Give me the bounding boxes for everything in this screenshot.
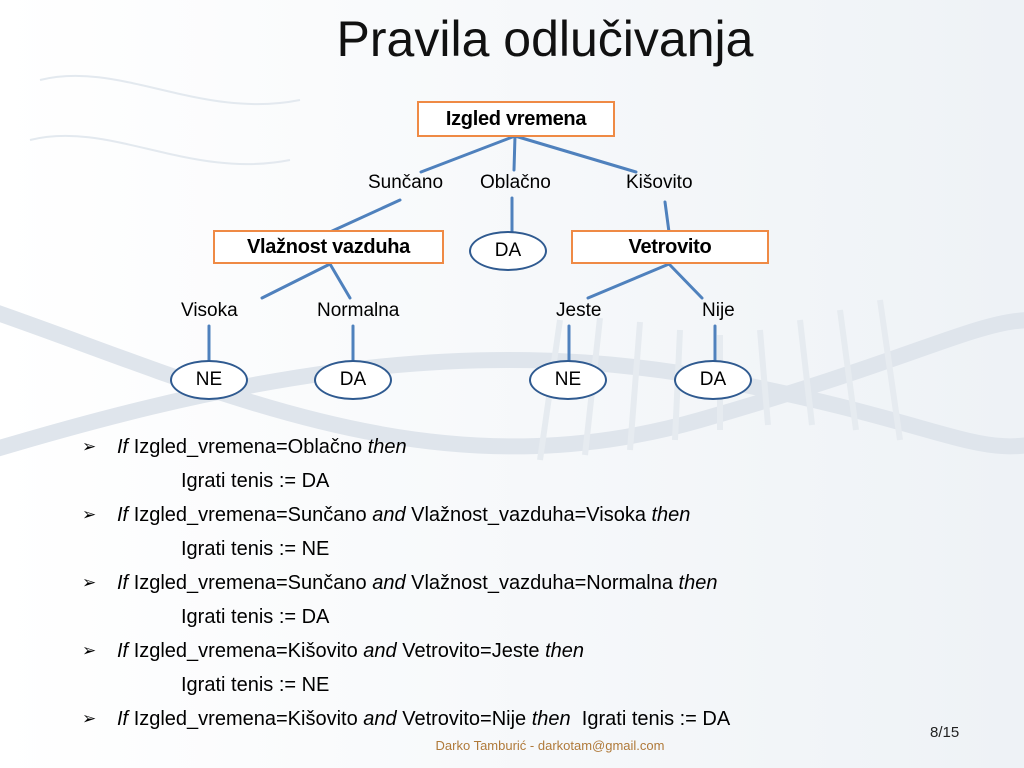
leaf-rainy-yes: NE [529, 360, 607, 400]
edge-sunny-humidity [330, 200, 400, 232]
arrow-bullet-icon: ➢ [82, 505, 97, 525]
then-keyword: then [367, 436, 407, 458]
edge-humidity-normal [330, 264, 350, 298]
branch-label-high: Visoka [181, 300, 238, 321]
rule-action: Igrati tenis := NE [181, 538, 330, 560]
condition: Vetrovito=Jeste [402, 640, 540, 662]
if-keyword: If [117, 708, 129, 730]
rule-action: Igrati tenis := DA [581, 708, 731, 730]
if-keyword: If [117, 504, 129, 526]
if-keyword: If [117, 436, 129, 458]
branch-label-cloudy: Oblačno [480, 172, 551, 193]
leaf-sunny-normal: DA [314, 360, 392, 400]
edge-rainy-windy [665, 202, 669, 232]
rule-action: Igrati tenis := DA [181, 470, 330, 492]
then-keyword: then [545, 640, 585, 662]
edge-root-sunny [421, 136, 515, 172]
condition: Izgled_vremena=Kišovito [133, 708, 358, 730]
rule-item [82, 634, 982, 702]
windy-node: Vetrovito [571, 230, 769, 264]
and-keyword: and [363, 708, 397, 730]
rule-item [82, 498, 982, 566]
edge-windy-no [669, 264, 702, 298]
rule-action: Igrati tenis := DA [181, 606, 330, 628]
condition: Vlažnost_vazduha=Normalna [411, 572, 673, 594]
arrow-bullet-icon: ➢ [82, 437, 97, 457]
condition: Izgled_vremena=Sunčano [133, 572, 367, 594]
and-keyword: and [372, 504, 406, 526]
arrow-bullet-icon: ➢ [82, 709, 97, 729]
condition: Vlažnost_vazduha=Visoka [411, 504, 646, 526]
footer-author: Darko Tamburić - darkotam@gmail.com [435, 738, 665, 753]
condition: Izgled_vremena=Oblačno [133, 436, 363, 458]
leaf-cloudy: DA [469, 231, 547, 271]
branch-label-normal: Normalna [317, 300, 400, 321]
leaf-sunny-high: NE [170, 360, 248, 400]
if-keyword: If [117, 640, 129, 662]
then-keyword: then [531, 708, 571, 730]
rule-item [82, 430, 982, 498]
branch-label-sunny: Sunčano [368, 172, 444, 193]
branch-label-yes: Jeste [556, 300, 602, 321]
edge-humidity-high [262, 264, 330, 298]
rule-item [82, 566, 982, 634]
branch-label-no: Nije [702, 300, 735, 321]
condition: Vetrovito=Nije [402, 708, 527, 730]
then-keyword: then [678, 572, 718, 594]
rules-list [82, 430, 982, 736]
edge-root-rainy [515, 136, 636, 172]
leaf-rainy-no: DA [674, 360, 752, 400]
rule-item [82, 702, 982, 736]
if-keyword: If [117, 572, 129, 594]
rule-action: Igrati tenis := NE [181, 674, 330, 696]
arrow-bullet-icon: ➢ [82, 573, 97, 593]
and-keyword: and [372, 572, 406, 594]
edge-windy-yes [588, 264, 669, 298]
condition: Izgled_vremena=Kišovito [133, 640, 358, 662]
branch-label-rainy: Kišovito [626, 172, 693, 193]
page-number: 8/15 [930, 724, 960, 741]
condition: Izgled_vremena=Sunčano [133, 504, 367, 526]
edge-root-cloudy [514, 136, 515, 170]
then-keyword: then [651, 504, 691, 526]
humidity-node: Vlažnost vazduha [213, 230, 444, 264]
arrow-bullet-icon: ➢ [82, 641, 97, 661]
and-keyword: and [363, 640, 397, 662]
slide-title: Pravila odlučivanja [336, 11, 754, 67]
root-node: Izgled vremena [417, 101, 615, 137]
